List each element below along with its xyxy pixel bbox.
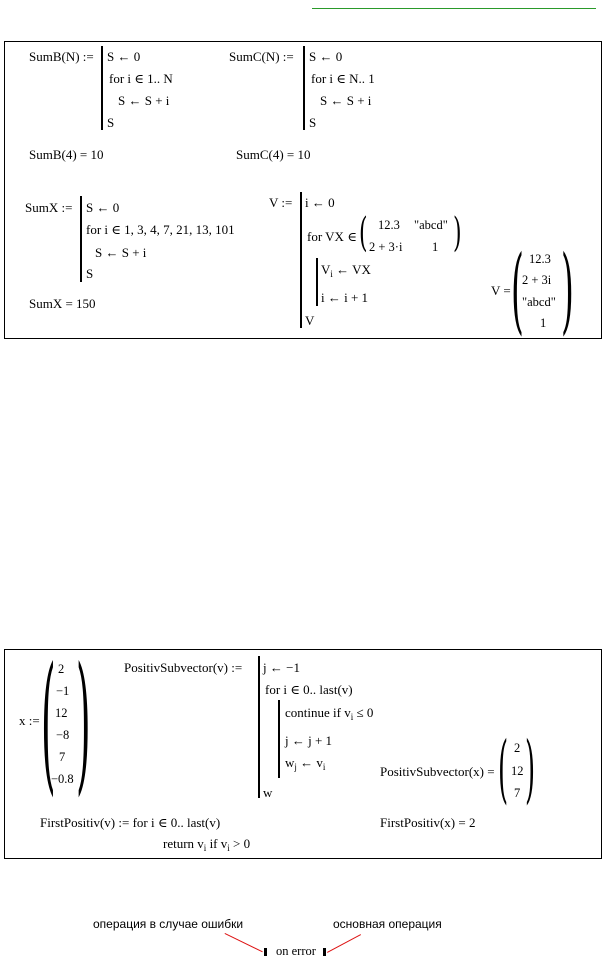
- positiv-result-1: 2: [514, 741, 521, 755]
- positiv-line-6: w: [263, 785, 273, 800]
- positiv-result-2: 12: [511, 764, 524, 778]
- x-right-paren: ): [76, 636, 91, 810]
- positiv-result-right-paren: ): [525, 726, 536, 812]
- top-green-line: [312, 8, 596, 9]
- x-value-4: −8: [56, 728, 70, 742]
- sumC-result: SumC(4) = 10: [236, 147, 311, 162]
- V-result-4: 1: [540, 316, 547, 330]
- V-line-4: i ← i + 1: [321, 290, 369, 305]
- positiv-line-2: for i ∈ 0.. last(v): [265, 682, 353, 697]
- positiv-result-3: 7: [514, 786, 521, 800]
- V-matrix-right-paren: ): [453, 210, 462, 256]
- x-value-3: 12: [55, 706, 68, 720]
- V-result-left-paren: (: [511, 236, 524, 345]
- V-result-right-paren: ): [561, 236, 574, 345]
- on-error-operator: on error: [276, 944, 316, 958]
- x-value-5: 7: [59, 750, 66, 764]
- positiv-inner-bar: [278, 700, 280, 778]
- sumB-program-bar: [101, 46, 103, 130]
- sumX-definition: SumX :=: [25, 200, 73, 215]
- V-matrix-cell-22: 1: [432, 240, 439, 254]
- V-result-label: V =: [491, 283, 511, 298]
- sumX-program-bar: [80, 196, 82, 282]
- sumX-line-4: S: [86, 266, 94, 281]
- positiv-subvector-definition: PositivSubvector(v) :=: [124, 660, 243, 675]
- sumC-line-1: S ← 0: [309, 49, 343, 64]
- sumX-result: SumX = 150: [29, 296, 96, 311]
- sumB-line-4: S: [107, 115, 115, 130]
- V-line-5: V: [305, 313, 315, 328]
- error-operand-placeholder: [264, 948, 267, 956]
- x-value-6: −0.8: [51, 772, 74, 786]
- main-branch-label: основная операция: [333, 917, 442, 931]
- positiv-program-bar: [258, 656, 260, 798]
- V-program-bar: [300, 192, 302, 328]
- left-pointer-line: [225, 933, 263, 952]
- V-matrix-left-paren: (: [359, 210, 368, 256]
- V-matrix-cell-12: "abcd": [414, 218, 448, 232]
- sumX-line-3: S ← S + i: [95, 245, 147, 260]
- V-matrix-cell-21: 2 + 3·i: [369, 240, 403, 254]
- first-positiv-line-2: return $v_i$ if $v_i > 0$: [163, 836, 251, 853]
- x-value-2: −1: [56, 684, 70, 698]
- V-line-3: $V_i$ ← VX: [321, 262, 371, 279]
- positiv-result-left-paren: (: [498, 726, 509, 812]
- sumX-line-2: for i ∈ 1, 3, 4, 7, 21, 13, 101: [86, 222, 235, 237]
- sumC-line-4: S: [309, 115, 317, 130]
- sumB-line-2: for i ∈ 1.. N: [109, 71, 173, 86]
- positiv-line-1: j ← −1: [263, 660, 300, 675]
- sumB-line-1: S ← 0: [107, 49, 141, 64]
- first-positiv-result: FirstPositiv(x) = 2: [380, 815, 476, 830]
- sumB-line-3: S ← S + i: [118, 93, 170, 108]
- main-operand-placeholder: [323, 948, 326, 956]
- x-value-1: 2: [58, 662, 65, 676]
- sumC-definition: SumC(N) :=: [229, 49, 294, 64]
- V-inner-program-bar: [316, 258, 318, 306]
- sumC-program-bar: [303, 46, 305, 130]
- V-line-2: for VX ∈: [307, 229, 357, 244]
- sumB-result: SumB(4) = 10: [29, 147, 104, 162]
- V-result-2: 2 + 3i: [522, 273, 552, 287]
- positiv-line-4: j ← j + 1: [285, 733, 333, 748]
- first-positiv-definition: FirstPositiv(v) := for i ∈ 0.. last(v): [40, 815, 221, 830]
- V-result-3: "abcd": [522, 295, 556, 309]
- sumC-line-2: for i ∈ N.. 1: [311, 71, 375, 86]
- error-branch-label: операция в случае ошибки: [93, 917, 244, 931]
- sumX-line-1: S ← 0: [86, 200, 120, 215]
- sumB-definition: SumB(N) :=: [29, 49, 94, 64]
- positiv-line-5: $w_j$ ← $v_i$: [285, 755, 326, 772]
- V-result-1: 12.3: [529, 252, 551, 266]
- positiv-line-3: continue if $v_i \le 0$: [285, 705, 374, 722]
- positiv-result-label: PositivSubvector(x) =: [380, 764, 495, 779]
- V-definition: V :=: [269, 195, 293, 210]
- V-matrix-cell-11: 12.3: [378, 218, 400, 232]
- sumC-line-3: S ← S + i: [320, 93, 372, 108]
- x-definition: x :=: [19, 713, 40, 728]
- right-pointer-line: [327, 934, 361, 953]
- V-line-1: i ← 0: [305, 195, 335, 210]
- x-left-paren: (: [41, 636, 56, 810]
